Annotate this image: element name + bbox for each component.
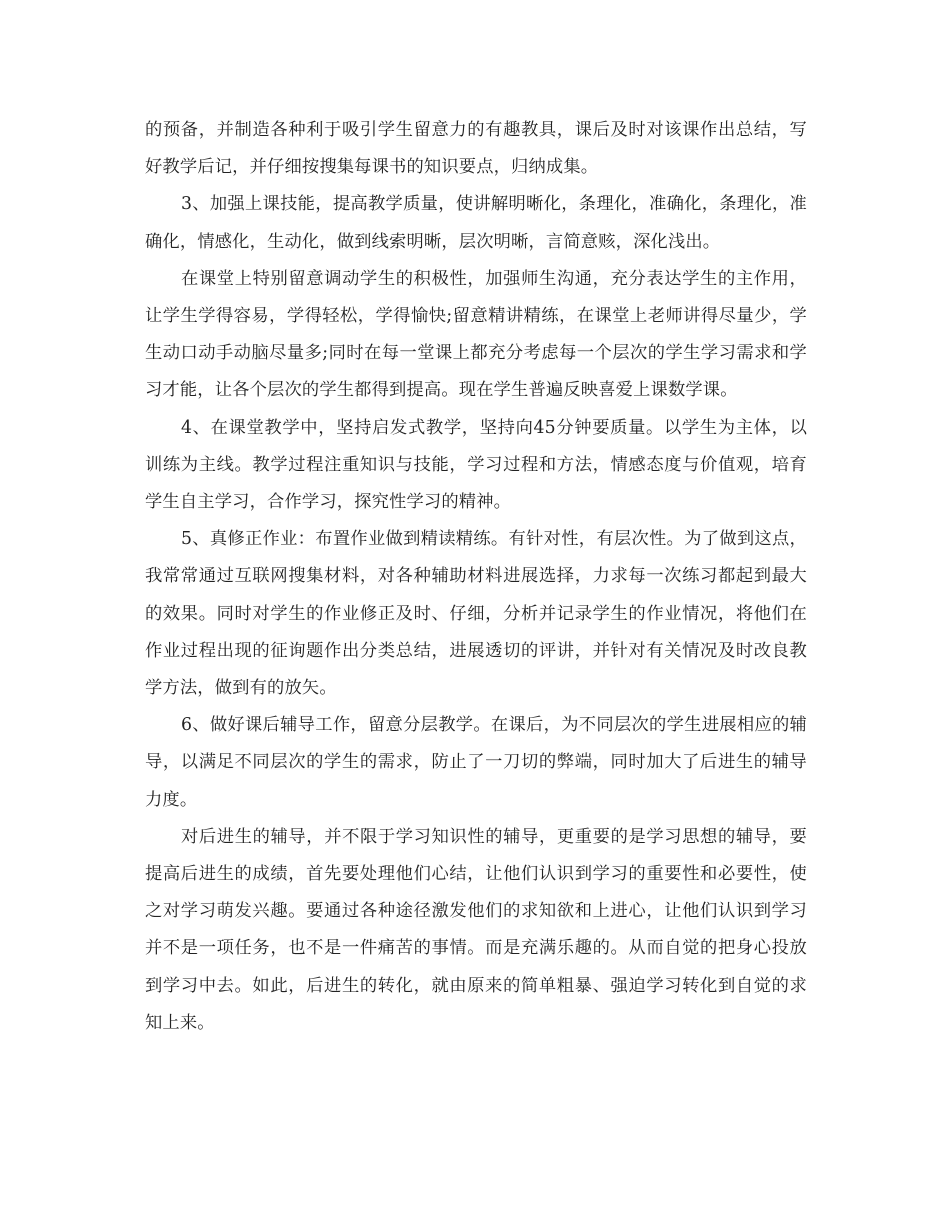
paragraph-classroom: 在课堂上特别留意调动学生的积极性，加强师生沟通，充分表达学生的主作用，让学生学得容易，学得轻松，学得愉快;留意精讲精练，在课堂上老师讲得尽量少，学生动口动手动脑尽量多;同时在每一堂课上都充分考虑每一个层次的学生学习需求和学习才能，让各个层次的学生都得到提高。现在学生普遍反映喜爱上课数学课。 xyxy=(145,268,807,401)
paragraph-item-3: 3、加强上课技能，提高教学质量，使讲解明晰化，条理化，准确化，条理化，准确化，情感化，生动化，做到线索明晰，层次明晰，言简意赅，深化浅出。 xyxy=(145,194,807,252)
paragraph-item-4: 4、在课堂教学中，坚持启发式教学，坚持向45分钟要质量。以学生为主体，以训练为主线。教学过程注重知识与技能，学习过程和方法，情感态度与价值观，培育学生自主学习，合作学习，探究性学习的精神。 xyxy=(145,417,807,513)
paragraph-late-students: 对后进生的辅导，并不限于学习知识性的辅导，更重要的是学习思想的辅导，要提高后进生的成绩，首先要处理他们心结，让他们认识到学习的重要性和必要性，使之对学习萌发兴趣。要通过各种途径激发他们的求知欲和上进心，让他们认识到学习并不是一项任务，也不是一件痛苦的事情。而是充满乐趣的。从而自觉的把身心投放到学习中去。如此，后进生的转化，就由原来的简单粗暴、强迫学习转化到自觉的求知上来。 xyxy=(145,826,807,1033)
paragraph-item-6: 6、做好课后辅导工作，留意分层教学。在课后，为不同层次的学生进展相应的辅导，以满足不同层次的学生的需求，防止了一刀切的弊端，同时加大了后进生的辅导力度。 xyxy=(145,715,807,810)
paragraph-item-5: 5、真修正作业：布置作业做到精读精练。有针对性，有层次性。为了做到这点，我常常通过互联网搜集材料，对各种辅助材料进展选择，力求每一次练习都起到最大的效果。同时对学生的作业修正及时、仔细，分析并记录学生的作业情况，将他们在作业过程出现的征询题作出分类总结，进展透切的评讲，并针对有关情况及时改良教学方法，做到有的放矢。 xyxy=(145,529,807,699)
document-body xyxy=(145,112,807,1042)
paragraph-continuation: 的预备，并制造各种利于吸引学生留意力的有趣教具，课后及时对该课作出总结，写好教学后记，并仔细按搜集每课书的知识要点，归纳成集。 xyxy=(145,120,807,178)
